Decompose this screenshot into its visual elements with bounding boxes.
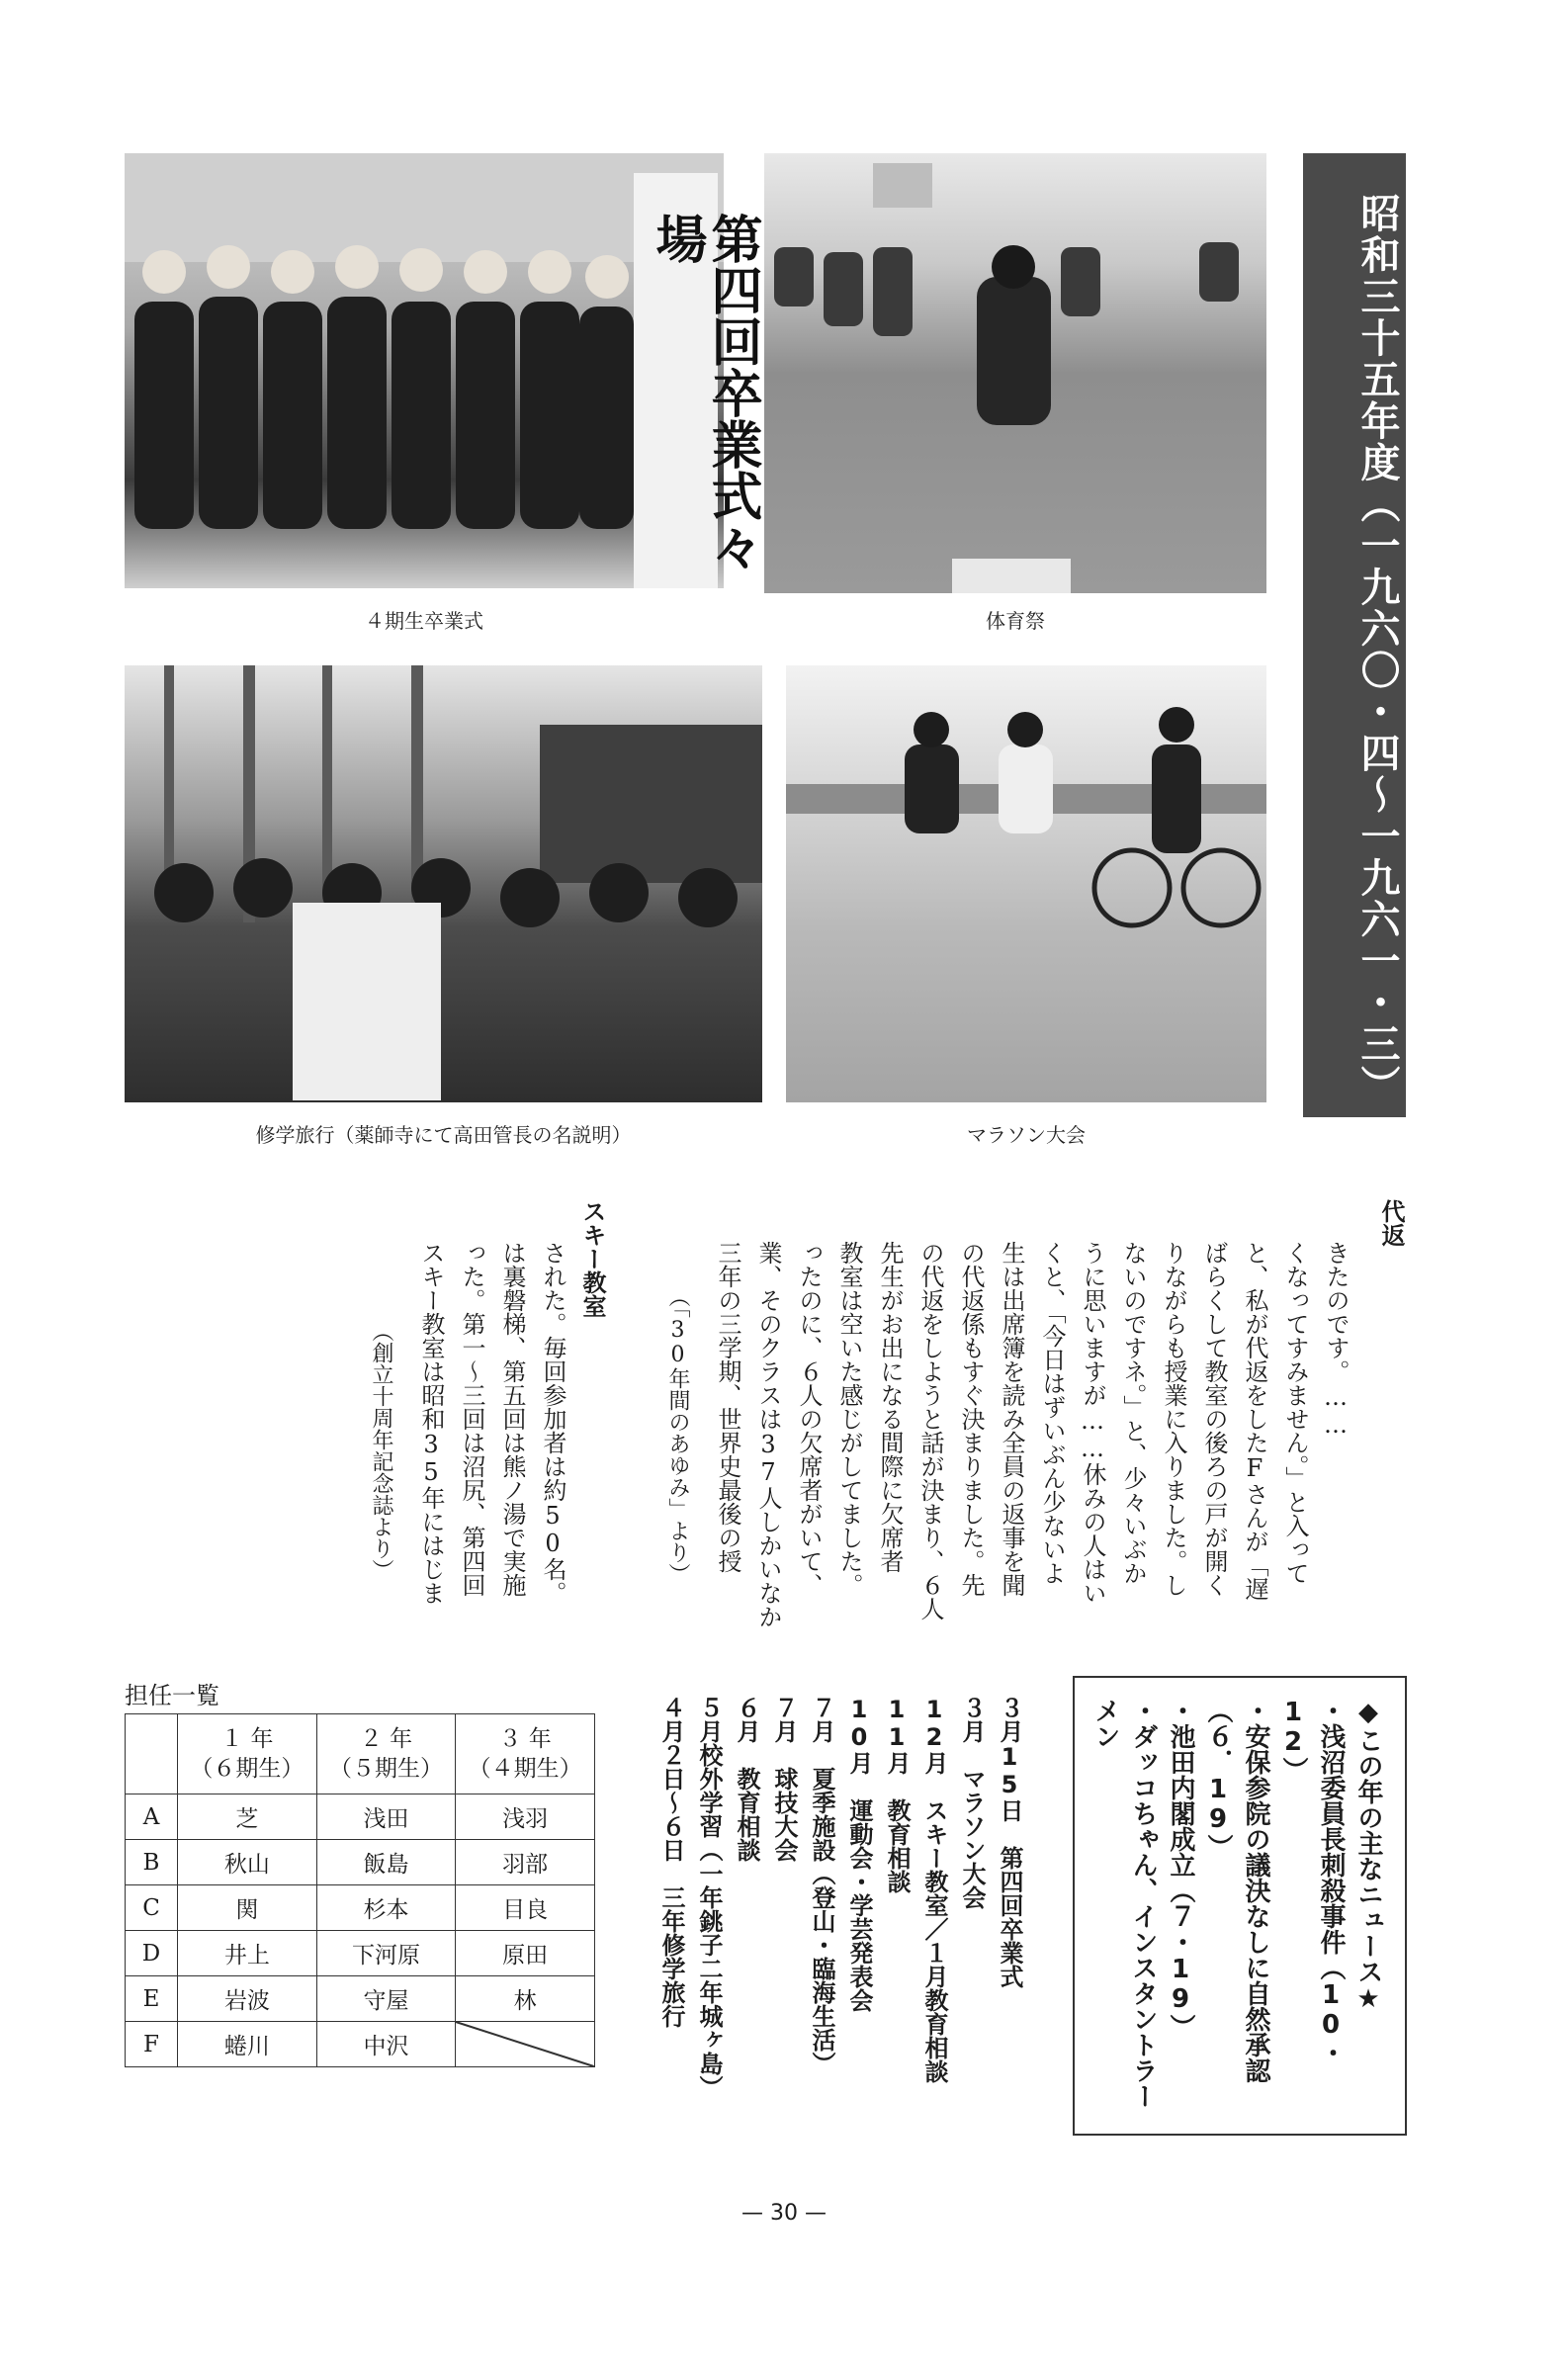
- teacher-table: [125, 1713, 595, 2067]
- photo-school-trip: [125, 665, 762, 1102]
- event-item: ３月 マラソン大会: [958, 1696, 986, 1909]
- news-item: ・安保参院の議決なしに自然承認: [1241, 1698, 1270, 2083]
- teacher-cell: 守屋: [316, 1976, 456, 2022]
- table-row: [126, 1840, 595, 1885]
- table-header-row: [126, 1714, 595, 1794]
- text-line: 先生がお出になる間際に欠席者: [876, 1241, 904, 1573]
- event-item: ４月２日〜６日 三年修学旅行: [657, 1696, 685, 2028]
- teacher-cell: 浅羽: [456, 1794, 595, 1840]
- events-list: [653, 1696, 1028, 2131]
- event-item: ７月 夏季施設（登山・臨海生活）: [808, 1696, 835, 2075]
- table-row: [126, 1976, 595, 2022]
- text-line: 三年の三学期、世界史最後の授: [714, 1241, 741, 1573]
- header-year: ２ 年: [359, 1726, 413, 1752]
- teacher-cell: 井上: [178, 1931, 317, 1976]
- teacher-table-title: 担任一覧: [125, 1682, 219, 1709]
- teacher-cell: 浅田: [316, 1794, 456, 1840]
- table-row: [126, 1794, 595, 1840]
- table-header-cell: [456, 1714, 595, 1794]
- text-line: うに思いますが……休みの人はい: [1079, 1241, 1106, 1605]
- text-line: ないのですネ。」と、少々いぶか: [1119, 1241, 1147, 1585]
- text-line: された。毎回参加者は約50名。: [539, 1241, 566, 1605]
- text-line: ばらくして教室の後ろの戸が開く: [1200, 1241, 1228, 1597]
- event-item: 12月 スキー教室／１月教育相談: [920, 1696, 948, 2083]
- text-line: 教室は空いた感じがしてました。: [835, 1241, 863, 1597]
- header-year: ３ 年: [498, 1726, 552, 1752]
- header-year: １ 年: [220, 1726, 274, 1752]
- empty-cell-diagonal: [456, 2022, 595, 2067]
- event-item: ７月 球技大会: [770, 1696, 798, 1862]
- news-item: （６．19）: [1203, 1698, 1233, 1860]
- article-ski-body: [410, 1241, 572, 1656]
- event-item: ６月 教育相談: [733, 1696, 760, 1862]
- table-header-cell: [178, 1714, 317, 1794]
- text-line: の代返係もすぐ決まりました。先: [957, 1241, 985, 1597]
- year-title: 昭和三十五年度（一九六〇・四〜一九六一・三）: [1354, 192, 1400, 1106]
- header-period: （５期生）: [328, 1756, 443, 1782]
- class-label: E: [126, 1976, 178, 2022]
- year-title-band: [1303, 153, 1406, 1117]
- table-row: [126, 2022, 595, 2067]
- teacher-cell: 杉本: [316, 1885, 456, 1931]
- news-item: ・ダッコちゃん、インスタントラー: [1128, 1698, 1158, 2109]
- text-line: くなってすみません。」と入って: [1281, 1241, 1309, 1585]
- class-label: B: [126, 1840, 178, 1885]
- article-heading-daihen: 代返: [1377, 1199, 1405, 1247]
- text-line: りながらも授業に入りました。し: [1160, 1241, 1187, 1597]
- teacher-cell: 芝: [178, 1794, 317, 1840]
- class-label: A: [126, 1794, 178, 1840]
- page-number: — 30 —: [741, 2201, 827, 2226]
- news-list: [1087, 1698, 1387, 2118]
- news-item: ・浅沼委員長刺殺事件（10・12）: [1278, 1698, 1346, 2065]
- table-row: [126, 1885, 595, 1931]
- event-item: ５月校外学習（一年銚子二年城ヶ島）: [695, 1696, 723, 2099]
- news-item: メン: [1090, 1698, 1120, 1749]
- header-period: （６期生）: [190, 1756, 305, 1782]
- article-heading-ski: スキー教室: [578, 1199, 606, 1318]
- news-heading: ◆この年の主なニュース★: [1353, 1698, 1383, 2014]
- table-header-cell: [316, 1714, 456, 1794]
- teacher-cell: 岩波: [178, 1976, 317, 2022]
- text-line: 生は出席簿を読み全員の返事を聞: [998, 1241, 1025, 1597]
- text-line: の代返をしようと話が決まり、６人: [916, 1241, 944, 1620]
- text-line: と、私が代返をしたFさんが「遅: [1241, 1241, 1268, 1601]
- photo-caption: 修学旅行（薬師寺にて高田管長の名説明）: [255, 1123, 632, 1147]
- text-line: くと、「今日はずいぶん少ないよ: [1038, 1241, 1066, 1585]
- text-line: ったのに、６人の欠席者がいて、: [795, 1241, 823, 1597]
- teacher-cell: 蜷川: [178, 2022, 317, 2067]
- article-daihen-body: [707, 1241, 1355, 1656]
- teacher-cell: 目良: [456, 1885, 595, 1931]
- article-ski-source: （創立十周年記念誌より）: [369, 1320, 393, 1581]
- text-line: 業、そのクラスは37人しかいなか: [754, 1241, 782, 1628]
- teacher-cell: 原田: [456, 1931, 595, 1976]
- class-label: C: [126, 1885, 178, 1931]
- diagonal-line: [456, 2022, 594, 2066]
- table-corner: [126, 1714, 178, 1794]
- event-item: 10月 運動会・学芸発表会: [845, 1696, 873, 2012]
- news-item: ・池田内閣成立（７・19）: [1166, 1698, 1195, 2040]
- text-line: きたのです。……: [1322, 1241, 1350, 1439]
- teacher-cell: 関: [178, 1885, 317, 1931]
- text-line: った。第一〜三回は沼尻、第四回: [458, 1241, 485, 1597]
- class-label: D: [126, 1931, 178, 1976]
- text-line: スキー教室は昭和35年にはじま: [417, 1241, 445, 1605]
- photo-graduation: [125, 153, 762, 588]
- photo-caption: 体育祭: [986, 609, 1045, 633]
- text-line: は裏磐梯、第五回は熊ノ湯で実施: [498, 1241, 526, 1597]
- graduation-sign: 第四回卒業式々場: [647, 213, 762, 572]
- teacher-cell: 中沢: [316, 2022, 456, 2067]
- article-daihen-source: （「30年間のあゆみ」より）: [665, 1285, 690, 1585]
- teacher-cell: 羽部: [456, 1840, 595, 1885]
- table-row: [126, 1931, 595, 1976]
- teacher-cell: 下河原: [316, 1931, 456, 1976]
- photo-marathon: [786, 665, 1266, 1102]
- header-period: （４期生）: [468, 1756, 582, 1782]
- event-item: 11月 教育相談: [883, 1696, 911, 1893]
- photo-sports-festival: [764, 153, 1266, 593]
- teacher-cell: 林: [456, 1976, 595, 2022]
- teacher-cell: 秋山: [178, 1840, 317, 1885]
- photo-caption: マラソン大会: [967, 1123, 1086, 1147]
- teacher-cell: 飯島: [316, 1840, 456, 1885]
- class-label: F: [126, 2022, 178, 2067]
- photo-caption: ４期生卒業式: [365, 609, 483, 633]
- event-item: ３月15日 第四回卒業式: [996, 1696, 1023, 1988]
- news-box: [1073, 1676, 1407, 2136]
